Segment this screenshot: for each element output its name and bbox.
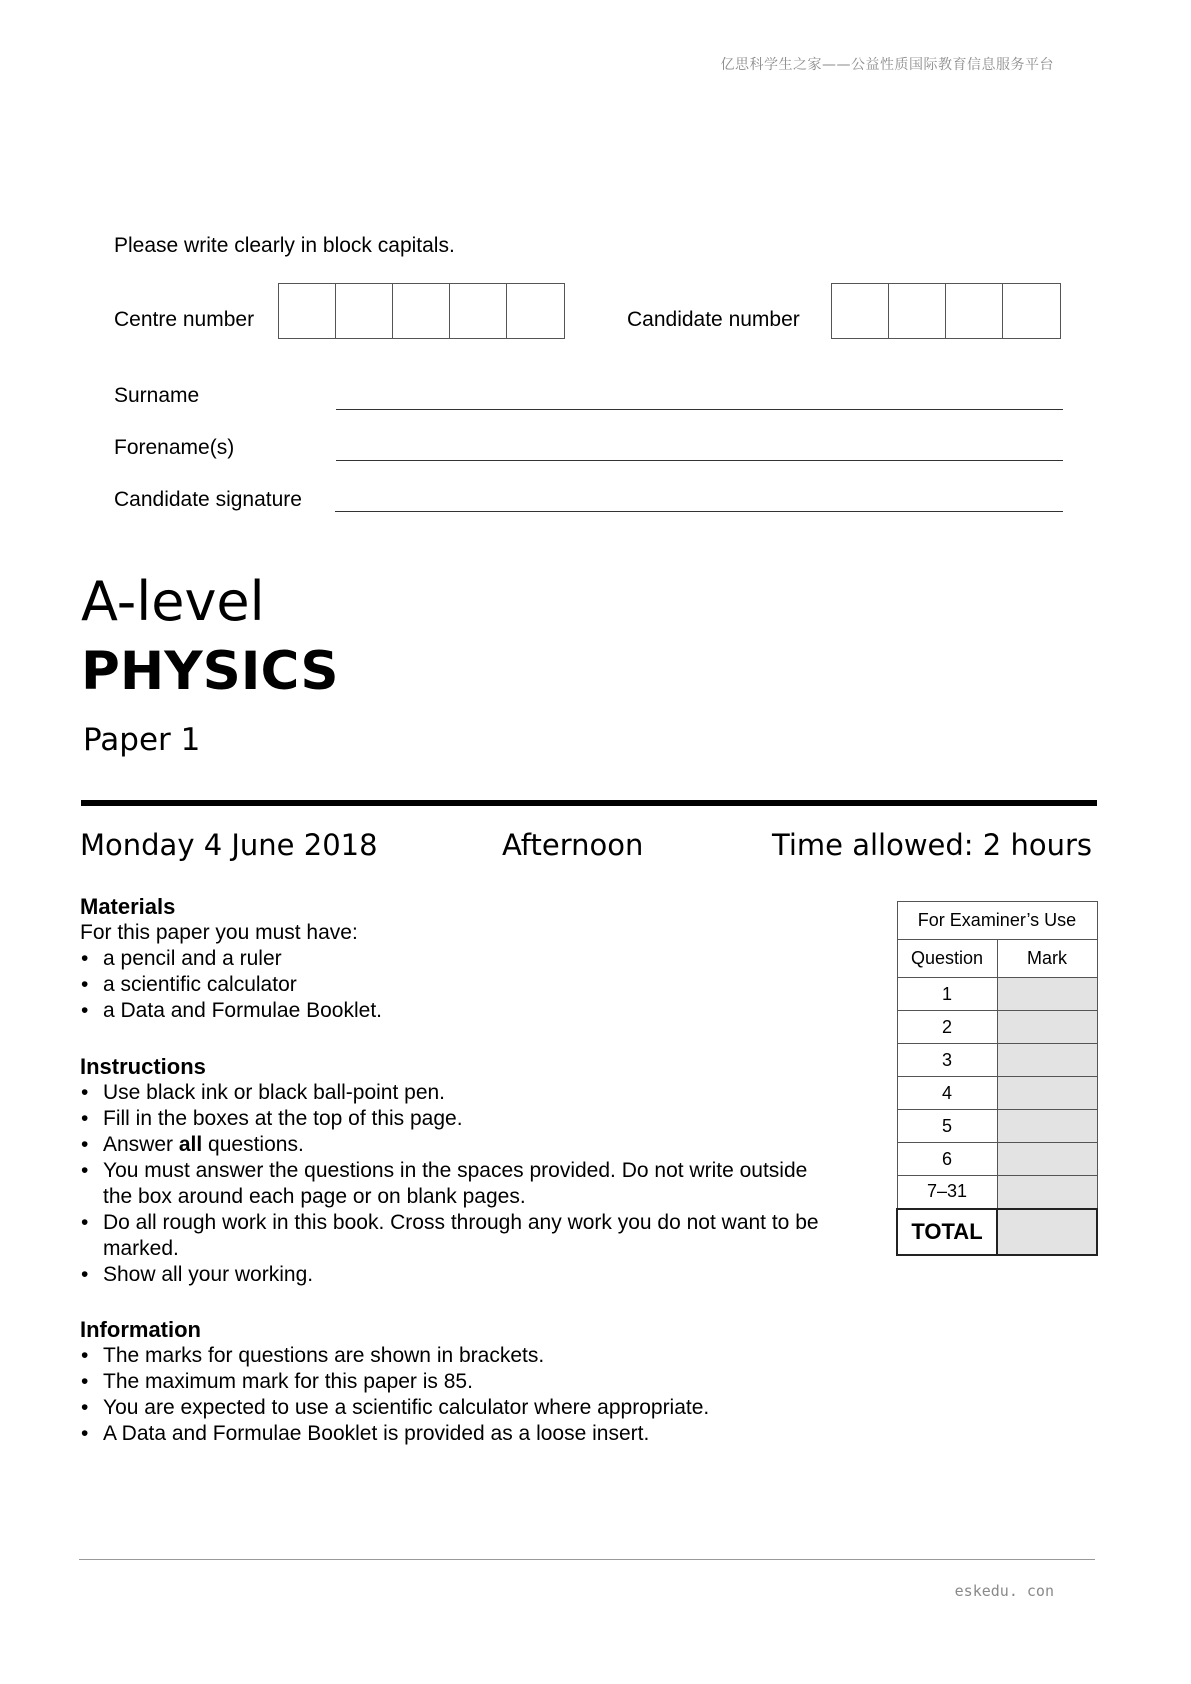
list-item-text: Answer [103, 1133, 179, 1156]
question-number: 5 [897, 1110, 997, 1143]
information-heading: Information [80, 1317, 201, 1342]
instructions-section [80, 1054, 840, 1288]
total-row [897, 1209, 1097, 1255]
footer-watermark: eskedu. con [954, 1582, 1054, 1600]
list-item-emphasis: all [178, 1133, 203, 1156]
instructions-list [80, 1080, 840, 1288]
list-item: • A Data and Formulae Booklet is provided as a loose insert. [80, 1421, 880, 1447]
materials-heading: Materials [80, 894, 176, 919]
list-item [80, 1132, 840, 1158]
list-item: • Show all your working. [80, 1262, 840, 1288]
examiner-table-title: For Examiner’s Use [897, 902, 1097, 940]
candidate-number-boxes[interactable] [831, 283, 1061, 339]
list-item: • a scientific calculator [80, 972, 840, 998]
candidate-number-box[interactable] [889, 284, 946, 338]
exam-duration: Time allowed: 2 hours [772, 828, 1092, 862]
list-item: • Use black ink or black ball-point pen. [80, 1080, 840, 1106]
mark-cell [997, 1011, 1097, 1044]
signature-label: Candidate signature [114, 488, 302, 511]
table-row [897, 978, 1097, 1011]
total-label: TOTAL [897, 1209, 997, 1255]
table-row [897, 1011, 1097, 1044]
signature-line[interactable] [335, 511, 1063, 512]
footer-rule [79, 1559, 1095, 1560]
materials-intro: For this paper you must have: [80, 921, 358, 944]
title-rule [81, 800, 1097, 806]
information-list [80, 1343, 880, 1447]
list-item: • Fill in the boxes at the top of this page. [80, 1106, 840, 1132]
materials-list [80, 946, 840, 1024]
centre-number-boxes[interactable] [278, 283, 565, 339]
mark-cell [997, 1176, 1097, 1209]
centre-number-box[interactable] [393, 284, 450, 338]
exam-session: Afternoon [502, 828, 644, 862]
table-row [897, 1077, 1097, 1110]
candidate-number-label: Candidate number [627, 308, 800, 331]
list-item: • The maximum mark for this paper is 85. [80, 1369, 880, 1395]
instructions-heading: Instructions [80, 1054, 206, 1079]
question-number: 4 [897, 1077, 997, 1110]
mark-column-header: Mark [997, 940, 1097, 978]
centre-number-box[interactable] [279, 284, 336, 338]
list-item: • You must answer the questions in the spaces provided. Do not write outside the box around each page or on blank pages. [80, 1158, 840, 1210]
header-watermark: 亿思科学生之家——公益性质国际教育信息服务平台 [720, 57, 1054, 73]
table-row [897, 1176, 1097, 1209]
question-number: 2 [897, 1011, 997, 1044]
table-row [897, 1044, 1097, 1077]
mark-cell [997, 1044, 1097, 1077]
question-column-header: Question [897, 940, 997, 978]
surname-label: Surname [114, 384, 200, 407]
materials-section [80, 894, 840, 1024]
list-item: • a Data and Formulae Booklet. [80, 998, 840, 1024]
question-number: 3 [897, 1044, 997, 1077]
list-item-text: questions. [202, 1133, 304, 1156]
mark-cell [997, 1110, 1097, 1143]
subject-title: PHYSICS [81, 641, 339, 702]
table-row [897, 1110, 1097, 1143]
list-item: • The marks for questions are shown in brackets. [80, 1343, 880, 1369]
question-number: 6 [897, 1143, 997, 1176]
list-item: • a pencil and a ruler [80, 946, 840, 972]
level-title: A-level [81, 570, 265, 633]
candidate-number-box[interactable] [832, 284, 889, 338]
list-item: • You are expected to use a scientific calculator where appropriate. [80, 1395, 880, 1421]
question-number: 1 [897, 978, 997, 1011]
centre-number-box[interactable] [507, 284, 564, 338]
forename-line[interactable] [336, 460, 1063, 461]
exam-date: Monday 4 June 2018 [80, 828, 378, 862]
centre-number-box[interactable] [336, 284, 393, 338]
centre-number-label: Centre number [114, 308, 255, 331]
paper-title: Paper 1 [83, 722, 201, 758]
mark-cell [997, 1143, 1097, 1176]
surname-line[interactable] [336, 409, 1063, 410]
question-number: 7–31 [897, 1176, 997, 1209]
mark-cell [997, 1077, 1097, 1110]
forename-label: Forename(s) [114, 436, 235, 459]
examiner-use-table [896, 901, 1098, 1256]
candidate-number-box[interactable] [1003, 284, 1060, 338]
form-instruction: Please write clearly in block capitals. [114, 234, 455, 257]
information-section [80, 1317, 880, 1447]
mark-cell [997, 978, 1097, 1011]
centre-number-box[interactable] [450, 284, 507, 338]
table-row [897, 1143, 1097, 1176]
list-item: • Do all rough work in this book. Cross through any work you do not want to be marked. [80, 1210, 840, 1262]
total-mark-cell [997, 1209, 1097, 1255]
candidate-number-box[interactable] [946, 284, 1003, 338]
